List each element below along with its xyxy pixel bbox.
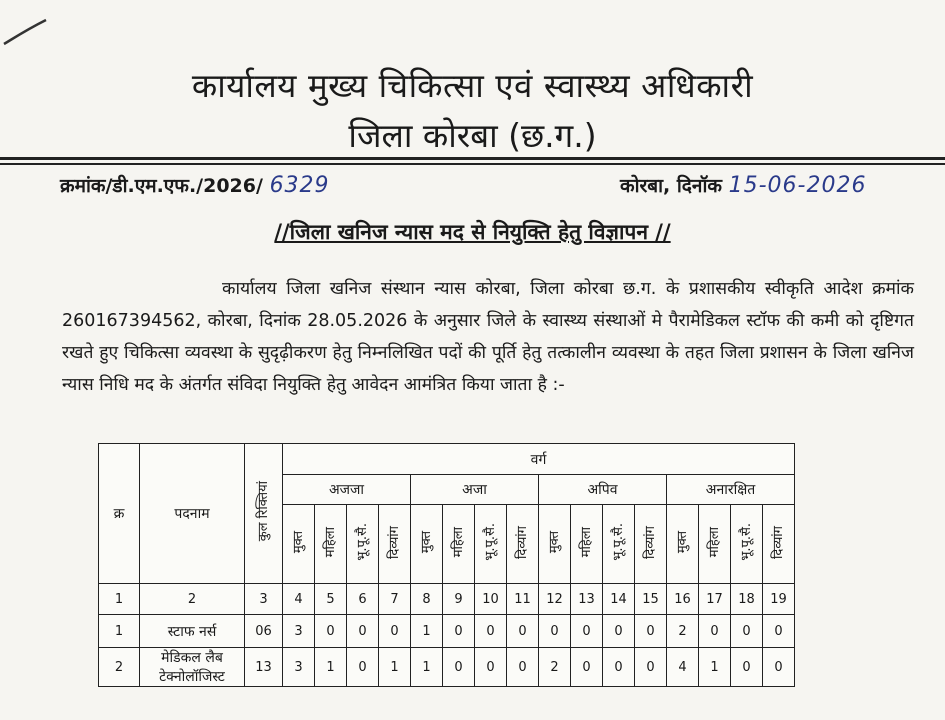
subcategory-header: भू.पू.सै. bbox=[475, 505, 507, 584]
row-value: 0 bbox=[347, 615, 379, 648]
col-sno-header: क्र bbox=[99, 444, 140, 584]
subcategory-header: महिला bbox=[571, 505, 603, 584]
subcategory-header: महिला bbox=[699, 505, 731, 584]
row-value: 3 bbox=[283, 615, 315, 648]
col-post-header: पदनाम bbox=[140, 444, 245, 584]
header-rule-thin bbox=[0, 163, 945, 165]
row-value: 0 bbox=[571, 615, 603, 648]
header-rule-thick bbox=[0, 157, 945, 160]
column-number: 8 bbox=[411, 584, 443, 615]
row-value: 0 bbox=[475, 648, 507, 687]
row-value: 0 bbox=[379, 615, 411, 648]
column-number: 7 bbox=[379, 584, 411, 615]
advertisement-title: //जिला खनिज न्यास मद से नियुक्ति हेतु विज्ञापन // bbox=[274, 220, 671, 244]
column-number: 9 bbox=[443, 584, 475, 615]
row-value: 1 bbox=[699, 648, 731, 687]
category-group-header: वर्ग bbox=[283, 444, 795, 475]
row-total: 06 bbox=[245, 615, 283, 648]
column-number: 15 bbox=[635, 584, 667, 615]
row-value: 0 bbox=[699, 615, 731, 648]
reference-prefix: क्रमांक/डी.एम.एफ./2026/ bbox=[60, 175, 263, 197]
row-post-name: स्टाफ नर्स bbox=[140, 615, 245, 648]
row-sno: 2 bbox=[99, 648, 140, 687]
row-value: 2 bbox=[667, 615, 699, 648]
row-value: 0 bbox=[507, 648, 539, 687]
column-number: 17 bbox=[699, 584, 731, 615]
row-value: 0 bbox=[763, 615, 795, 648]
row-value: 2 bbox=[539, 648, 571, 687]
column-number: 12 bbox=[539, 584, 571, 615]
reference-handwritten-number: 6329 bbox=[269, 173, 330, 198]
row-value: 3 bbox=[283, 648, 315, 687]
office-heading: कार्यालय मुख्य चिकित्सा एवं स्वास्थ्य अधिकारी bbox=[191, 66, 754, 105]
category-header: अजजा bbox=[283, 475, 411, 505]
row-value: 0 bbox=[763, 648, 795, 687]
district-heading: जिला कोरबा (छ.ग.) bbox=[348, 116, 597, 155]
row-value: 0 bbox=[635, 615, 667, 648]
row-value: 0 bbox=[315, 615, 347, 648]
vacancy-table bbox=[98, 443, 795, 687]
reference-number bbox=[60, 172, 330, 198]
subcategory-header: मुक्त bbox=[411, 505, 443, 584]
subcategory-header: दिव्यांग bbox=[507, 505, 539, 584]
pen-mark bbox=[2, 18, 48, 48]
column-number: 1 bbox=[99, 584, 140, 615]
column-number: 6 bbox=[347, 584, 379, 615]
row-value: 0 bbox=[347, 648, 379, 687]
row-value: 0 bbox=[475, 615, 507, 648]
row-value: 1 bbox=[411, 615, 443, 648]
col-total-header: कुल रिक्तियां bbox=[245, 444, 283, 584]
row-value: 0 bbox=[443, 648, 475, 687]
column-number: 10 bbox=[475, 584, 507, 615]
subcategory-header: मुक्त bbox=[539, 505, 571, 584]
column-number: 18 bbox=[731, 584, 763, 615]
body-paragraph: कार्यालय जिला खनिज संस्थान न्यास कोरबा, जिला कोरबा छ.ग. के प्रशासकीय स्वीकृति आदेश क्रमांक 260167394562, कोरबा, दिनांक 28.05.2026 के अनुसार जिले के स्वास्थ्य संस्थाओं मे पैरामेडिकल स्टॉफ की कमी को दृष्टिगत रखते हुए चिकित्सा व्यवस्था के सुदृढ़ीकरण हेतु निम्नलिखित पदों की पूर्ति हेतु तत्कालीन व्यवस्था के तहत जिला प्रशासन के जिला खनिज न्यास निधि मद के अंतर्गत संविदा नियुक्ति हेतु आवेदन आमंत्रित किया जाता है :- bbox=[62, 279, 914, 395]
category-header: अजा bbox=[411, 475, 539, 505]
row-value: 0 bbox=[443, 615, 475, 648]
subcategory-header: महिला bbox=[443, 505, 475, 584]
row-value: 1 bbox=[411, 648, 443, 687]
category-header: अनारक्षित bbox=[667, 475, 795, 505]
row-post-name: मेडिकल लैब टेक्नोलॉजिस्ट bbox=[140, 648, 245, 687]
subcategory-header: दिव्यांग bbox=[635, 505, 667, 584]
row-value: 1 bbox=[315, 648, 347, 687]
column-number: 3 bbox=[245, 584, 283, 615]
row-value: 0 bbox=[731, 648, 763, 687]
row-value: 0 bbox=[603, 648, 635, 687]
subcategory-header: भू.पू.सै. bbox=[603, 505, 635, 584]
row-value: 0 bbox=[539, 615, 571, 648]
column-number: 13 bbox=[571, 584, 603, 615]
subcategory-header: महिला bbox=[315, 505, 347, 584]
row-value: 0 bbox=[571, 648, 603, 687]
row-total: 13 bbox=[245, 648, 283, 687]
row-sno: 1 bbox=[99, 615, 140, 648]
row-value: 4 bbox=[667, 648, 699, 687]
table-row bbox=[99, 648, 795, 687]
subcategory-header: दिव्यांग bbox=[379, 505, 411, 584]
date-prefix: कोरबा, दिनॉक bbox=[620, 175, 722, 197]
category-header: अपिव bbox=[539, 475, 667, 505]
column-number: 11 bbox=[507, 584, 539, 615]
subcategory-header: भू.पू.सै. bbox=[731, 505, 763, 584]
row-value: 0 bbox=[635, 648, 667, 687]
subcategory-header: मुक्त bbox=[667, 505, 699, 584]
row-value: 0 bbox=[731, 615, 763, 648]
column-number: 5 bbox=[315, 584, 347, 615]
issue-date bbox=[620, 172, 866, 198]
subcategory-header: दिव्यांग bbox=[763, 505, 795, 584]
row-value: 1 bbox=[379, 648, 411, 687]
subcategory-header: मुक्त bbox=[283, 505, 315, 584]
column-number: 4 bbox=[283, 584, 315, 615]
column-number: 16 bbox=[667, 584, 699, 615]
column-number: 19 bbox=[763, 584, 795, 615]
row-value: 0 bbox=[507, 615, 539, 648]
table-row bbox=[99, 615, 795, 648]
row-value: 0 bbox=[603, 615, 635, 648]
subcategory-header: भू.पू.सै. bbox=[347, 505, 379, 584]
handwritten-date: 15-06-2026 bbox=[728, 173, 867, 198]
column-number: 14 bbox=[603, 584, 635, 615]
column-number: 2 bbox=[140, 584, 245, 615]
